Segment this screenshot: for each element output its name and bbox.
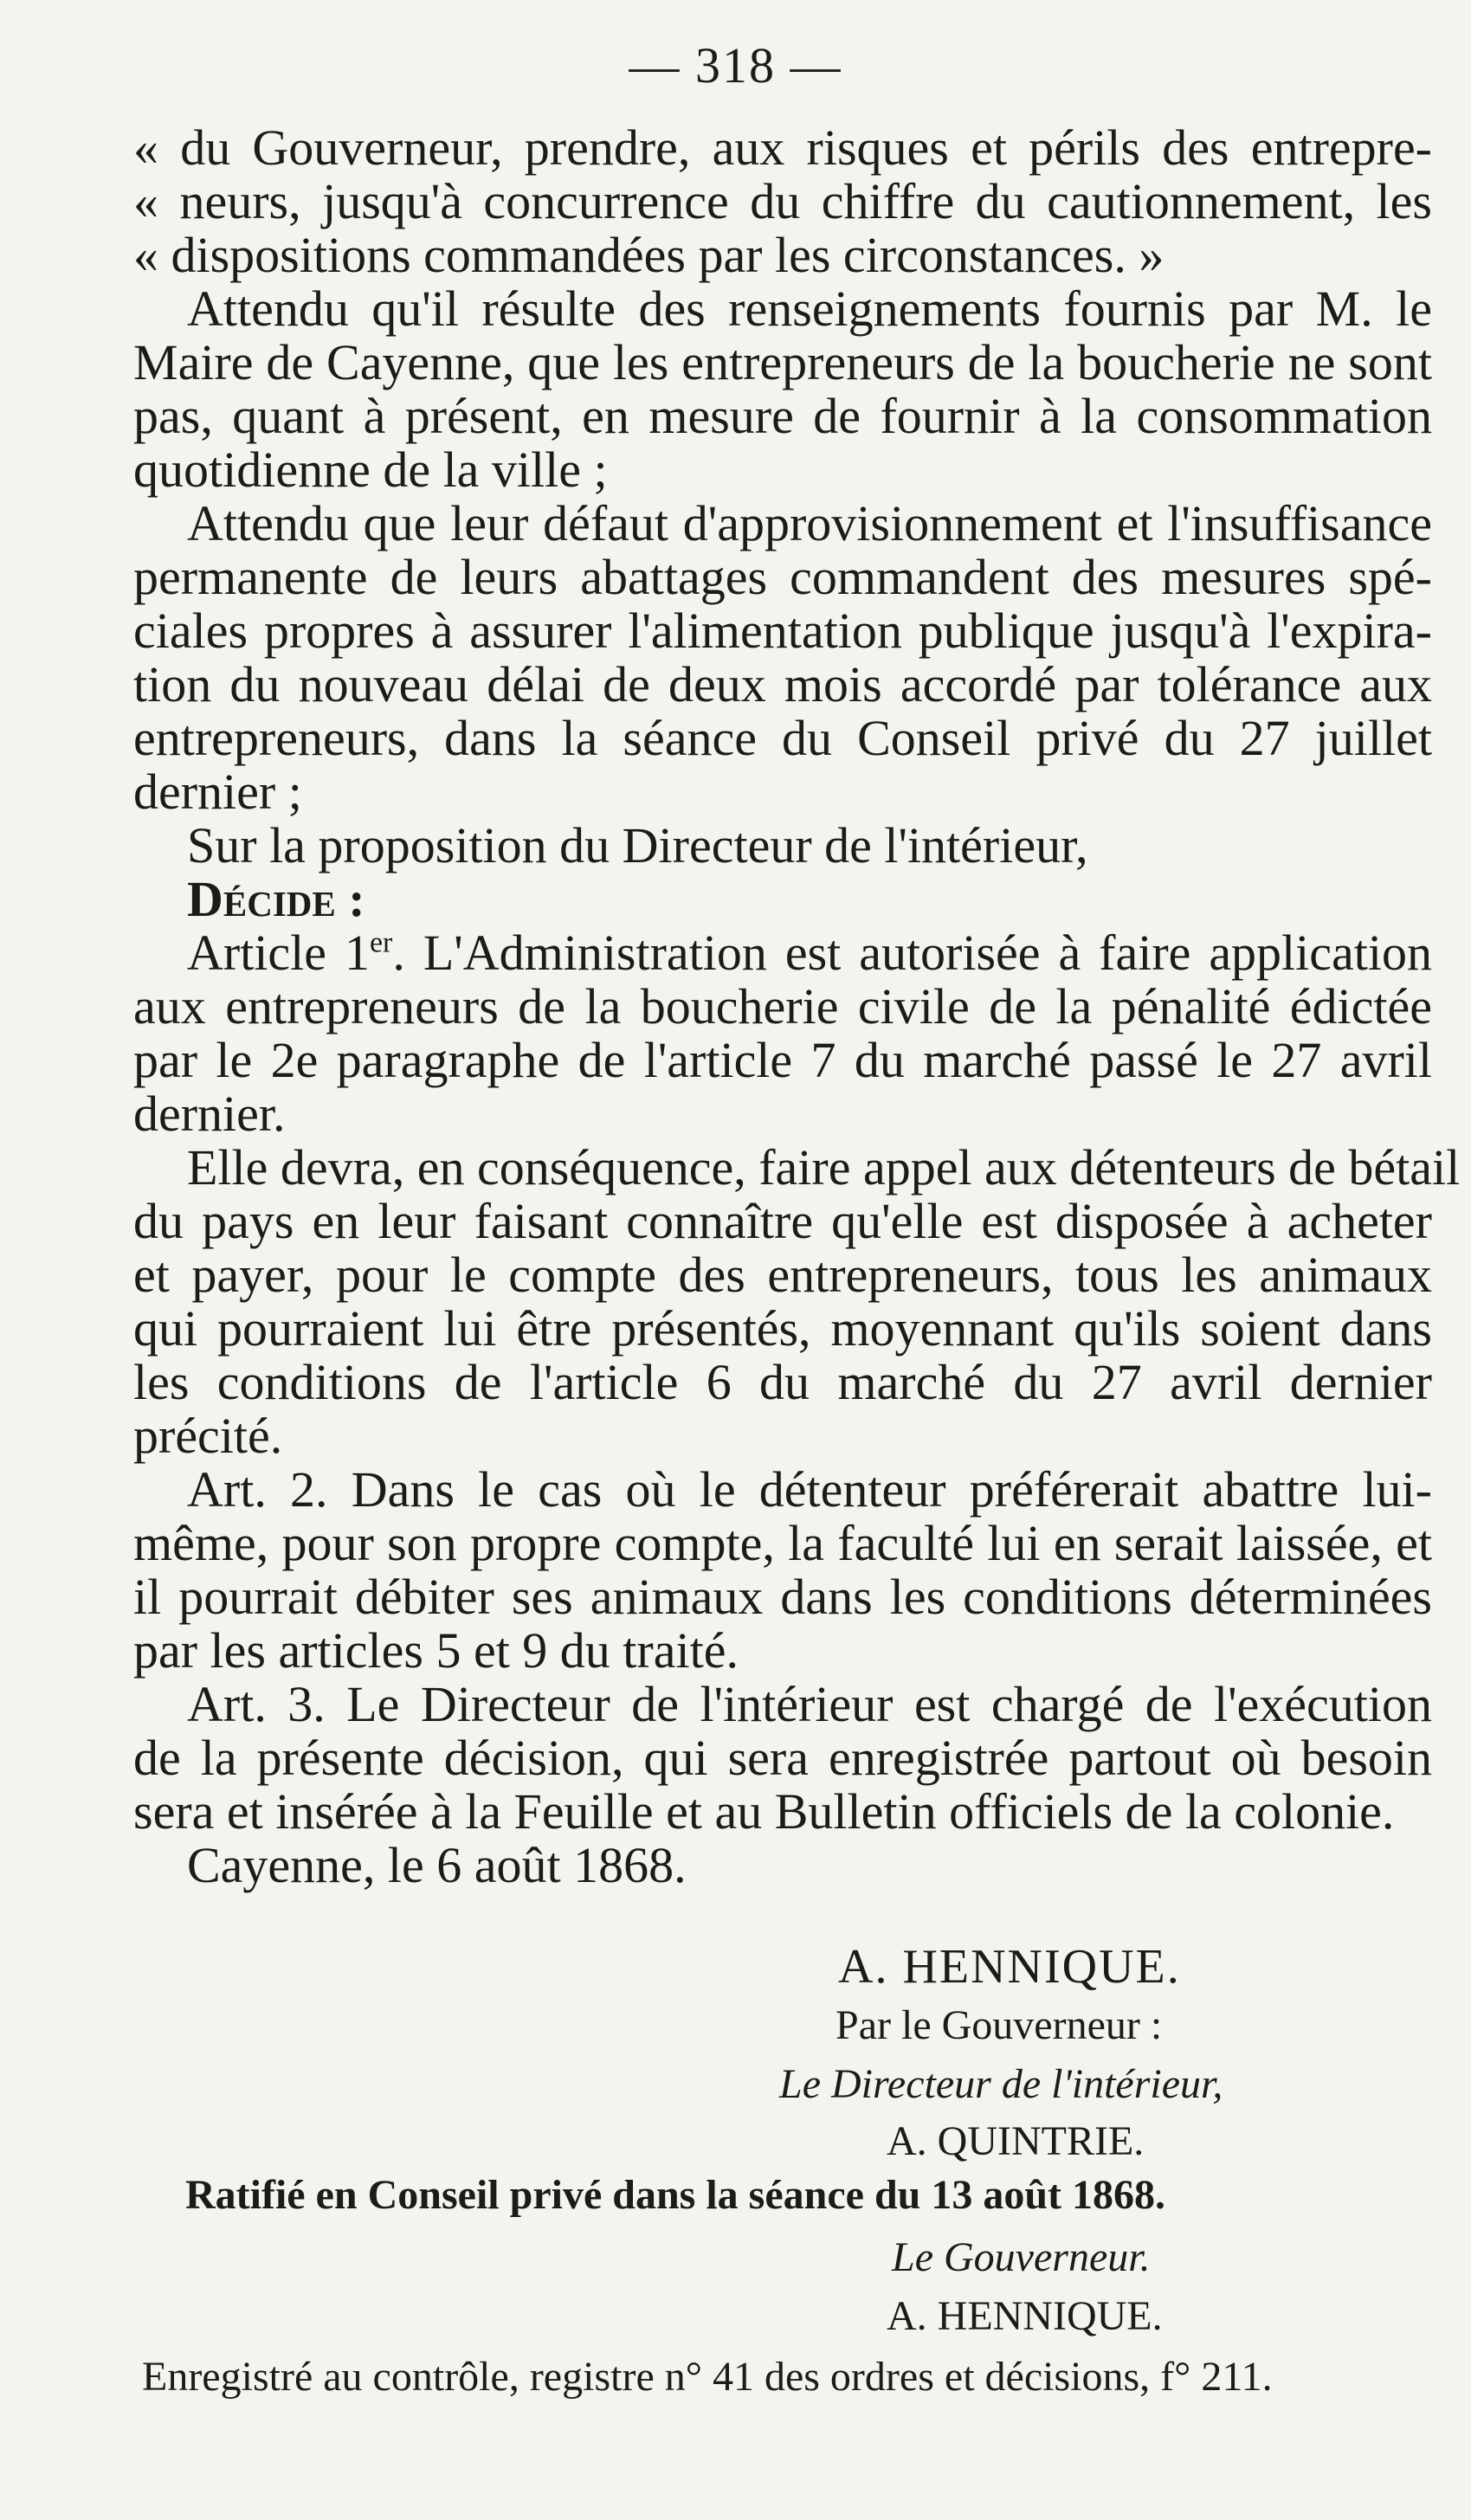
text-line: Art. 3. Le Directeur de l'intérieur est chargé de l'exécution [187, 1676, 1432, 1732]
text-line: aux entrepreneurs de la boucherie civile de la pénalité édictée [133, 978, 1432, 1034]
text-line: les conditions de l'article 6 du marché du 27 avril dernier [133, 1354, 1432, 1410]
text-line: ciales propres à assurer l'alimentation publique jusqu'à l'expira- [133, 603, 1432, 659]
text-line: quotidienne de la ville ; [133, 441, 608, 498]
text-line: Art. 2. Dans le cas où le détenteur préférerait abattre lui- [187, 1461, 1432, 1518]
place-date: Cayenne, le 6 août 1868. [187, 1837, 687, 1893]
article-1-sup: er [369, 926, 393, 959]
text-line: même, pour son propre compte, la faculté lui en serait laissée, et [133, 1515, 1432, 1571]
text-line: précité. [133, 1408, 283, 1464]
text-line: tion du nouveau délai de deux mois accordé par tolérance aux [133, 656, 1432, 712]
governor-signature: A. HENNIQUE. [838, 1940, 1181, 1994]
governor-signature-2: A. HENNIQUE. [887, 2293, 1163, 2339]
text-line: Elle devra, en conséquence, faire appel aux détenteurs de bétail [187, 1139, 1461, 1196]
text-line: et payer, pour le compte des entrepreneurs, tous les animaux [133, 1247, 1432, 1303]
article-1-label: Article 1 [187, 925, 370, 981]
text-line: dernier ; [133, 764, 302, 820]
governor-title: Le Gouverneur. [892, 2234, 1151, 2280]
text-line: sera et insérée à la Feuille et au Bulletin officiels de la colonie. [133, 1783, 1395, 1840]
text-line: par les articles 5 et 9 du traité. [133, 1622, 739, 1679]
text-line: il pourrait débiter ses animaux dans les conditions déterminées [133, 1569, 1432, 1625]
text-line: de la présente décision, qui sera enregistrée partout où besoin [133, 1730, 1432, 1786]
text-line: « neurs, jusqu'à concurrence du chiffre du cautionnement, les [133, 173, 1432, 229]
text-line: Maire de Cayenne, que les entrepreneurs de la boucherie ne sont [133, 334, 1432, 390]
text-line: pas, quant à présent, en mesure de fournir à la consommation [133, 388, 1432, 444]
registration-note: Enregistré au contrôle, registre n° 41 des ordres et décisions, f° 211. [142, 2354, 1273, 2400]
decision-heading: Décide : [187, 871, 365, 927]
text-line: du pays en leur faisant connaître qu'elle est disposée à acheter [133, 1193, 1432, 1249]
text-line: Sur la proposition du Directeur de l'intérieur, [187, 817, 1088, 873]
text-line: Attendu que leur défaut d'approvisionnement et l'insuffisance [187, 495, 1432, 551]
document-body [133, 119, 1461, 1893]
text-line: entrepreneurs, dans la séance du Conseil privé du 27 juillet [133, 710, 1432, 766]
text-line: permanente de leurs abattages commandent des mesures spé- [133, 549, 1432, 605]
par-le-gouverneur: Par le Gouverneur : [836, 2002, 1163, 2048]
text-line: par le 2e paragraphe de l'article 7 du marché passé le 27 avril [133, 1032, 1432, 1088]
ratification-note [0, 2171, 1471, 2219]
text-line: dernier. [133, 1086, 286, 1142]
ratification-text: Ratifié en Conseil privé dans la séance du 13 août 1868. [185, 2172, 1166, 2218]
page-number: — 318 — [629, 37, 842, 93]
text-line: qui pourraient lui être présentés, moyennant qu'ils soient dans [133, 1300, 1432, 1357]
text-line: « du Gouverneur, prendre, aux risques et périls des entrepre- [133, 119, 1432, 176]
director-signature: A. QUINTRIE. [887, 2118, 1145, 2164]
text-line: . L'Administration est autorisée à faire application [392, 925, 1432, 981]
text-line: Attendu qu'il résulte des renseignements fournis par M. le [187, 280, 1432, 337]
text-line: « dispositions commandées par les circonstances. » [133, 227, 1165, 283]
article-1-first-line [133, 926, 1432, 980]
director-title: Le Directeur de l'intérieur, [779, 2061, 1223, 2107]
